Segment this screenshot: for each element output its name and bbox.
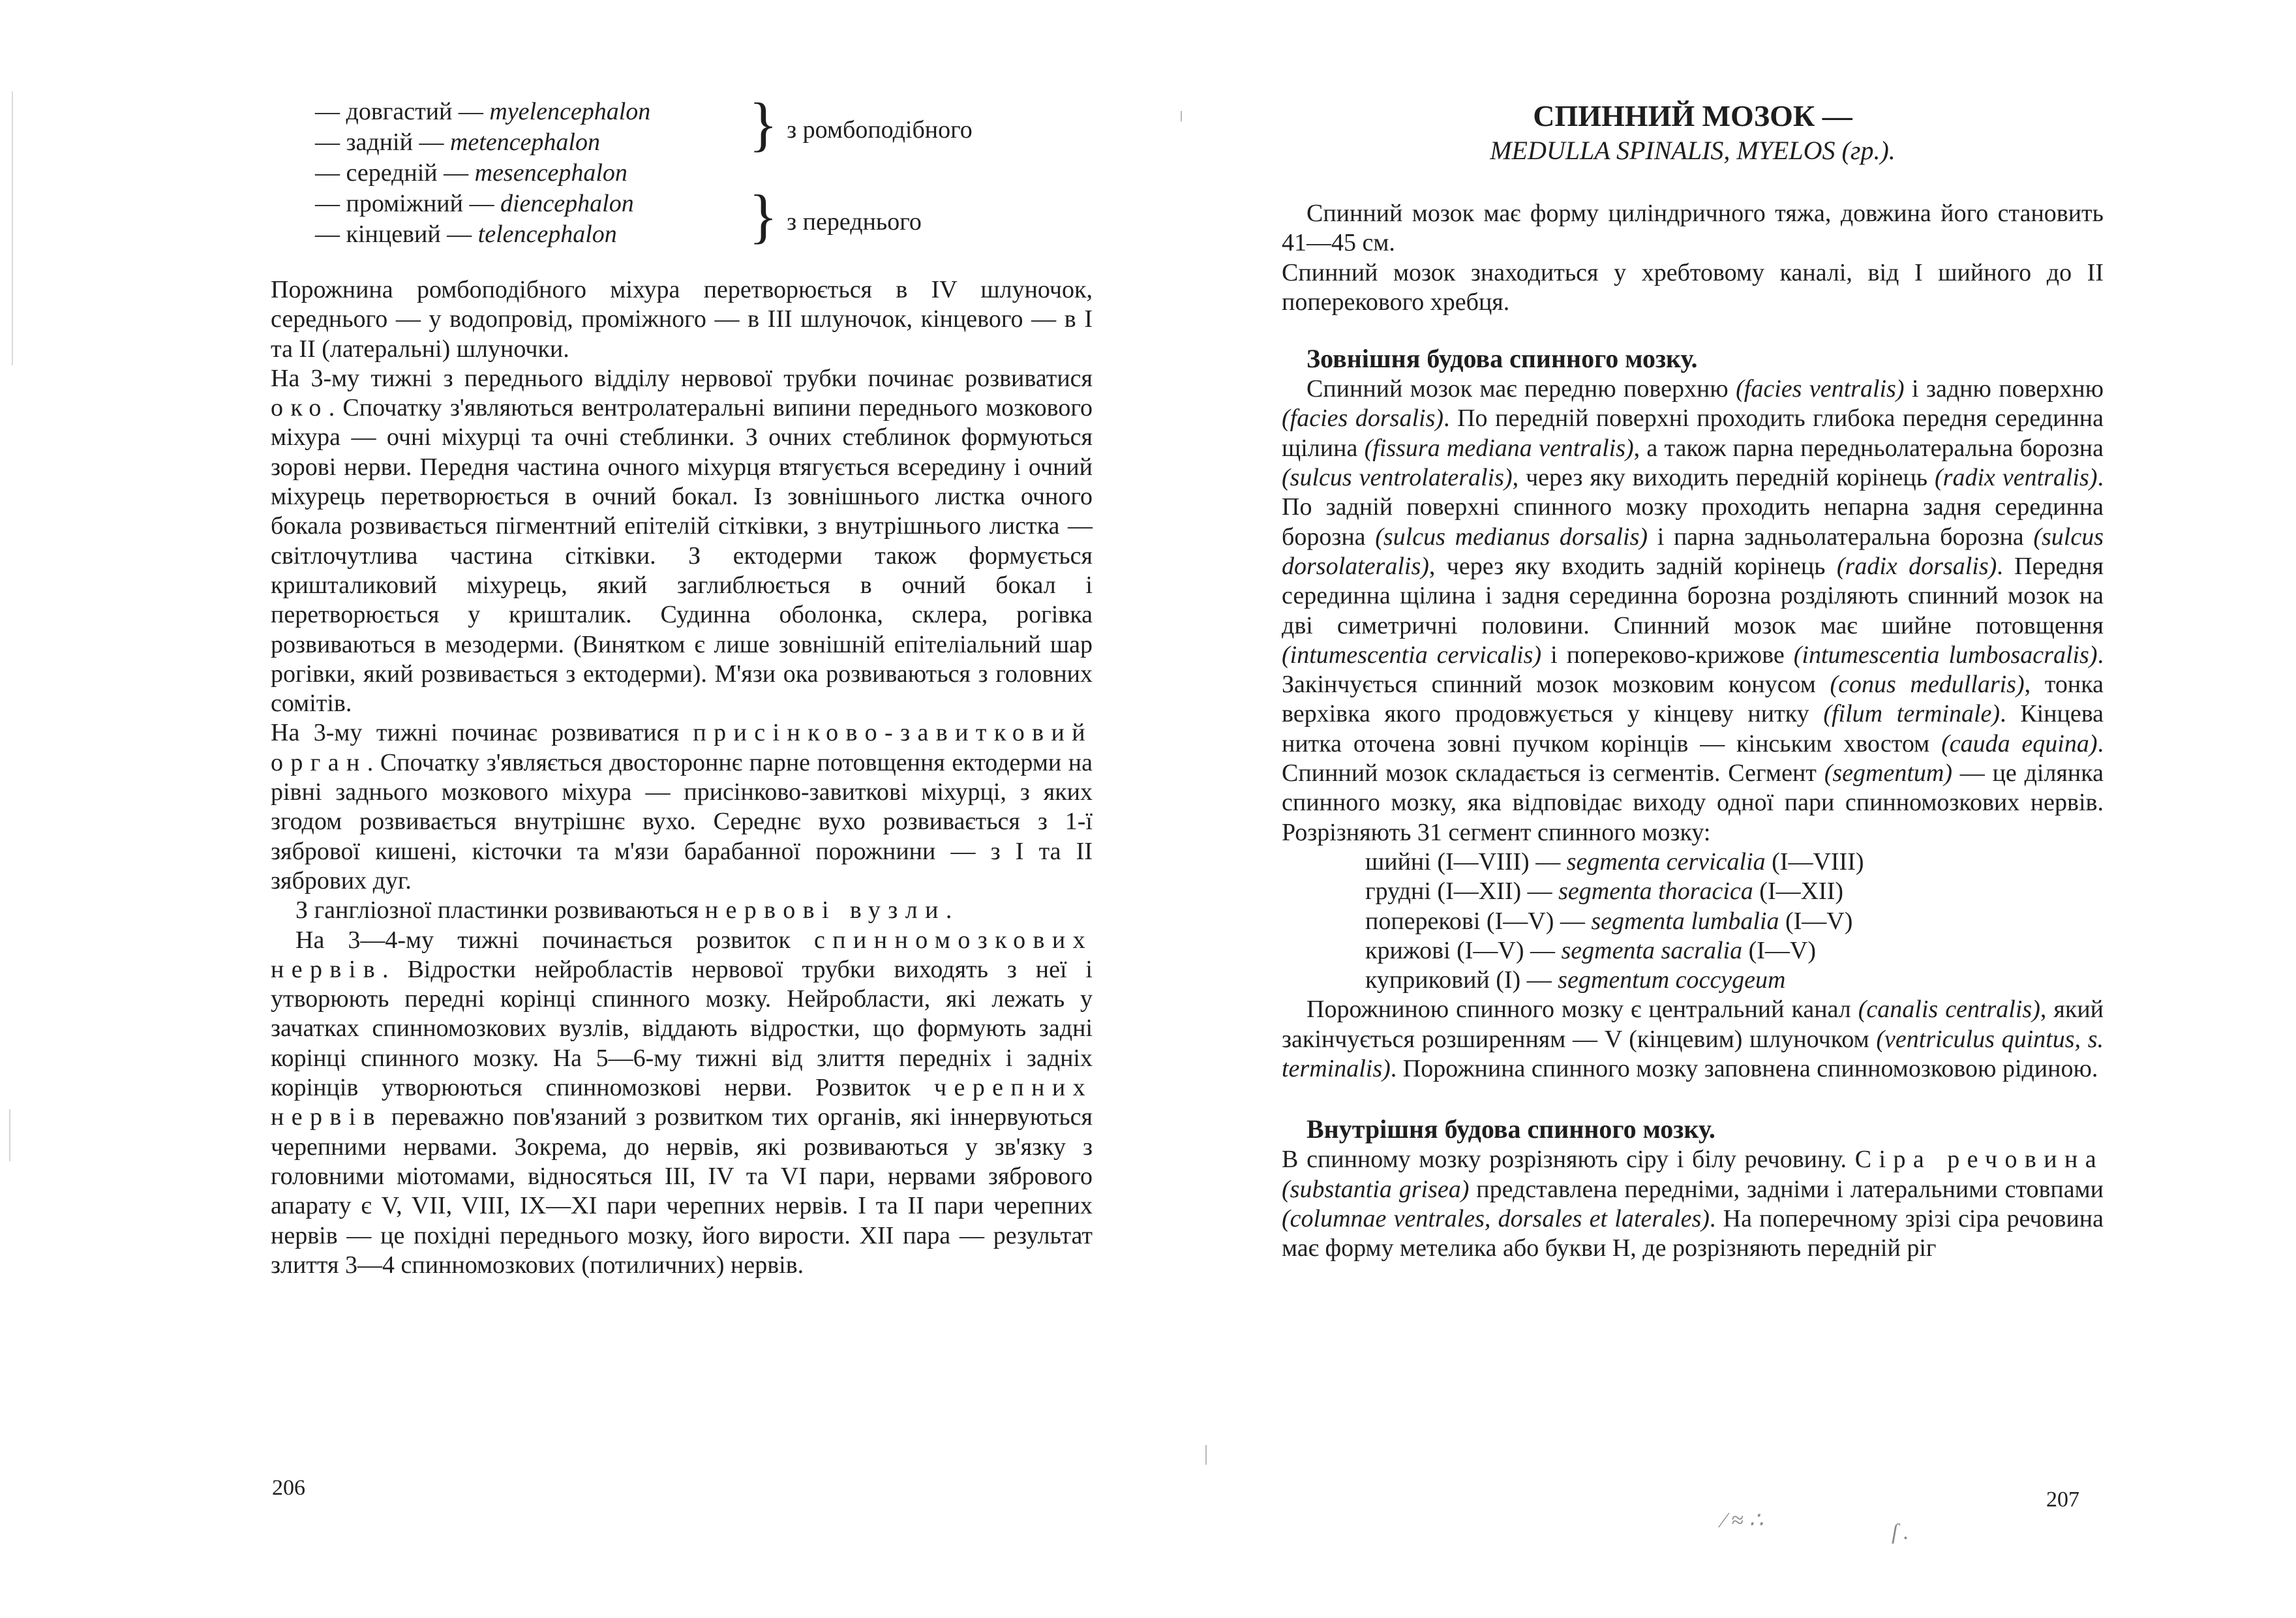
latin-term: (fissura mediana ventralis) bbox=[1364, 434, 1634, 462]
paragraph-shape: Спинний мозок має форму циліндричного тяжа, довжина його становить 41—45 см. bbox=[1282, 200, 2104, 257]
brain-part-latin: mesencephalon bbox=[474, 159, 627, 187]
paragraph-internal-structure bbox=[1282, 1145, 2104, 1263]
latin-term: (columnae ventrales, dorsales et laterales) bbox=[1282, 1204, 1710, 1232]
brace-glyph: } bbox=[749, 183, 778, 249]
spaced-term: присінково-завитковий орган bbox=[271, 719, 1093, 776]
segment-latin: segmenta cervicalia bbox=[1566, 847, 1766, 876]
text-run: . По задній поверхні спинного мозку проходить непарна задня серединна борозна bbox=[1282, 464, 2104, 551]
latin-term: (facies dorsalis) bbox=[1282, 404, 1444, 433]
text-run: . На поперечному зрізі сіра речовина має форму метелика або букви Н, де розрізняють передній ріг bbox=[1282, 1204, 2104, 1262]
text-run: переважно пов'язаний з розвитком тих органів, які іннервуються черепними нервами. Зокрема, до нервів, які розвиваються у зв'язку з головними міотомами, відносяться III, IV та VI пари, нервами зябрового апарату є V, VII, VIII, IX—XI пари черепних нервів. I та II пари черепних нервів — це похідні переднього мозку, його вирости. XII пара — результат злиття 3—4 спинномозкових (потиличних) нервів. bbox=[271, 1103, 1093, 1279]
latin-term: (intumescentia cervicalis) bbox=[1282, 641, 1542, 669]
brace-rhomb bbox=[749, 87, 973, 157]
brain-part-item bbox=[315, 189, 1098, 219]
latin-term: (sulcus dorsolateralis) bbox=[1282, 523, 2104, 580]
text-run: і попереково-крижове bbox=[1541, 641, 1794, 669]
text-run: На 3-му тижні з переднього відділу нервової трубки починає розвиватися bbox=[271, 364, 1093, 392]
latin-term: (filum terminale) bbox=[1823, 700, 2001, 728]
text-run: , через яку виходить передній корінець bbox=[1512, 464, 1935, 492]
segment-ua: куприковий (I) — bbox=[1365, 966, 1558, 994]
scan-smudge: ſ . bbox=[1892, 1520, 1909, 1544]
brain-part-latin: telencephalon bbox=[477, 221, 617, 248]
latin-term: (radix dorsalis) bbox=[1836, 552, 1997, 580]
brain-part-ua: — довгастий — bbox=[315, 98, 490, 125]
spaced-term: нервові вузли bbox=[704, 896, 946, 924]
brace-front bbox=[749, 179, 922, 249]
text-run: і парна задньолатеральна борозна bbox=[1648, 523, 2034, 551]
segment-item bbox=[1365, 966, 2104, 995]
paragraph-central-canal bbox=[1282, 995, 2104, 1084]
segment-latin: segmentum coccygeum bbox=[1558, 966, 1786, 994]
latin-term: (segmentum) bbox=[1824, 759, 1952, 787]
page-number-right: 207 bbox=[2046, 1488, 2079, 1512]
brain-part-item bbox=[315, 97, 1098, 127]
scan-edge-mark bbox=[9, 1109, 10, 1161]
paragraph-ganglia bbox=[271, 896, 1093, 925]
text-run: . Відростки нейробластів нервової трубки виходять з неї і утворюють передні корінці спинного мозку. Нейробласти, які лежать у зачатках спинномозкових вузлів, віддають відростки, що формують задні корінці спинного мозку. На 5—6-му тижні від злиття передніх і задніх корінців утворюються спинномозкові нерви. Розвиток bbox=[271, 955, 1093, 1102]
brain-part-item bbox=[315, 127, 1098, 158]
brain-parts-lines bbox=[315, 97, 1098, 250]
chapter-subtitle: MEDULLA SPINALIS, MYELOS (гр.). bbox=[1490, 136, 1896, 165]
latin-term: (sulcus medianus dorsalis) bbox=[1375, 523, 1648, 551]
text-run: представлена передніми, задніми і латеральними стовпами bbox=[1469, 1175, 2104, 1203]
text-run: . Передня серединна щілина і задня серединна борозна розділяють спинний мозок на дві симетричні половини. Спинний мозок має шийне потовщення bbox=[1282, 552, 2104, 639]
brace-front-label: з переднього bbox=[787, 208, 922, 236]
paragraph-eye bbox=[271, 364, 1093, 719]
scan-edge-mark bbox=[12, 91, 13, 365]
text-run: . Закінчується спинний мозок мозковим конусом bbox=[1282, 641, 2104, 699]
spaced-term: черепних нервів bbox=[271, 1074, 1093, 1131]
segment-ua: шийні (I—VIII) — bbox=[1365, 847, 1567, 876]
gutter-mark bbox=[1181, 111, 1182, 121]
text-run: . Кінцева нитка оточена зовні пучком корінців — кінським хвостом bbox=[1282, 700, 2104, 757]
segment-ua: грудні (I—XII) — bbox=[1365, 878, 1559, 906]
segment-item bbox=[1365, 907, 2104, 936]
latin-term: (cauda equina) bbox=[1941, 729, 2098, 757]
brace-glyph: } bbox=[749, 91, 778, 157]
spaced-term: спинномозкових нервів bbox=[271, 926, 1093, 983]
spaced-term: Сіра речовина bbox=[1854, 1146, 2104, 1174]
latin-term: (radix ventralis) bbox=[1935, 464, 2098, 492]
segment-latin: segmenta thoracica bbox=[1558, 878, 1753, 906]
brain-part-item bbox=[315, 219, 1098, 250]
text-run: На 3—4-му тижні починається розвиток bbox=[295, 926, 815, 954]
text-run: — це ділянка спинного мозку, яка відповідає виходу одної пари спинномозкових нервів. Розрізняють 31 сегмент спинного мозку: bbox=[1282, 759, 2104, 846]
brain-part-ua: — кінцевий — bbox=[315, 221, 478, 248]
segment-ua: поперекові (I—V) — bbox=[1365, 907, 1592, 935]
chapter-header bbox=[1282, 98, 2104, 167]
segment-range: (I—VIII) bbox=[1765, 847, 1864, 876]
text-run: . Спочатку з'являється двостороннє парне потовщення ектодерми на рівні заднього мозкового міхура — присінково-завиткові міхурці, з яких згодом розвивається внутрішнє вухо. Середнє вухо розвивається з 1-ї зябрової кишені, кісточки та м'язи барабанної порожнини — з I та II зябрових дуг. bbox=[271, 748, 1093, 894]
brain-part-latin: diencephalon bbox=[500, 190, 634, 217]
brain-parts-list bbox=[315, 91, 1098, 253]
brain-part-latin: metencephalon bbox=[449, 129, 600, 156]
text-run: На 3-му тижні починає розвиватися bbox=[271, 719, 693, 747]
segment-ua: крижові (I—V) — bbox=[1365, 936, 1562, 964]
segment-item bbox=[1365, 877, 2104, 906]
brain-part-latin: myelencephalon bbox=[489, 98, 651, 125]
paragraph-ventricles: Порожнина ромбоподібного міхура перетворюється в IV шлуночок, середнього — у водопровід, проміжного — в III шлуночок, кінцевого — в I та II (латеральні) шлуночки. bbox=[271, 276, 1093, 363]
text-run: . Спинний мозок складається із сегментів. Сегмент bbox=[1282, 729, 2104, 787]
spaced-term: око bbox=[271, 394, 329, 422]
text-run: В спинному мозку розрізняють сіру і білу речовину. bbox=[1282, 1146, 1855, 1174]
heading-external-structure: Зовнішня будова спинного мозку. bbox=[1307, 344, 1698, 374]
segments-list bbox=[1365, 847, 2104, 995]
segment-latin: segmenta lumbalia bbox=[1591, 907, 1779, 935]
paragraph-spinal-nerves bbox=[271, 926, 1093, 1281]
brace-rhomb-label: з ромбоподібного bbox=[787, 116, 973, 144]
heading-internal-structure: Внутрішня будова спинного мозку. bbox=[1307, 1114, 1715, 1144]
brain-part-item bbox=[315, 158, 1098, 189]
segment-item bbox=[1365, 936, 2104, 966]
latin-term: (substantia grisea) bbox=[1282, 1175, 1470, 1203]
left-text-body bbox=[271, 275, 1093, 1280]
segment-range: (I—V) bbox=[1779, 907, 1853, 935]
brain-part-ua: — середній — bbox=[315, 159, 475, 187]
text-run: . bbox=[945, 896, 952, 924]
text-run: , а також парна передньолатеральна борозна bbox=[1633, 434, 2104, 462]
latin-term: (conus medullaris) bbox=[1830, 671, 2025, 699]
latin-term: (intumescentia lumbosacralis) bbox=[1793, 641, 2098, 669]
text-run: , тонка верхівка якого продовжується у кінцеву нитку bbox=[1282, 671, 2104, 728]
text-run: З гангліозної пластинки розвиваються bbox=[295, 896, 705, 924]
text-run: . Порожнина спинного мозку заповнена спинномозковою рідиною. bbox=[1390, 1055, 2098, 1083]
right-text-body bbox=[1282, 199, 2104, 1264]
latin-term: (facies ventralis) bbox=[1736, 375, 1905, 403]
brain-part-ua: — проміжний — bbox=[315, 190, 500, 217]
latin-term: (ventriculus quintus, s. terminalis) bbox=[1282, 1025, 2104, 1083]
text-run: Порожниною спинного мозку є центральний канал bbox=[1307, 996, 1858, 1024]
page-number-left: 206 bbox=[272, 1476, 305, 1500]
latin-term: (sulcus ventrolateralis) bbox=[1282, 464, 1513, 492]
text-run: і задню поверхню bbox=[1904, 375, 2104, 403]
text-run: Спинний мозок має передню поверхню bbox=[1307, 375, 1736, 403]
paragraph-external-structure bbox=[1282, 374, 2104, 847]
latin-term: (canalis centralis) bbox=[1858, 996, 2040, 1024]
chapter-title: СПИННИЙ МОЗОК — bbox=[1533, 99, 1852, 132]
paragraph-ear bbox=[271, 718, 1093, 896]
gutter-mark bbox=[1205, 1445, 1207, 1465]
text-run: . Спочатку з'являються вентролатеральні випини переднього мозкового міхура — очні міхурці та очні стеблинки. З очних стеблинок формуються зорові нерви. Передня частина очного міхурця втягується всередину і очний міхурець перетворюється в очний бокал. Із зовнішнього листка очного бокала розвивається пігментний епітелій сітківки, з внутрішнього листка — світлочутлива частина сітківки. З ектодерми також формується кришталиковий міхурець, який заглиблюється в очний бокал і перетворюється у кришталик. Судинна оболонка, склера, рогівка розвиваються в мезодерми. (Винятком є лише зовнішній епітеліальний шар рогівки, який розвивається з ектодерми). М'язи ока розвиваються з головних сомітів. bbox=[271, 394, 1093, 718]
segment-range: (I—V) bbox=[1742, 936, 1816, 964]
segment-item bbox=[1365, 847, 2104, 877]
segment-latin: segmenta sacralia bbox=[1561, 936, 1743, 964]
brain-part-ua: — задній — bbox=[315, 129, 450, 156]
text-run: . По передній поверхні проходить глибока передня серединна щілина bbox=[1282, 404, 2104, 462]
segment-range: (I—XII) bbox=[1753, 878, 1844, 906]
paragraph-location: Спинний мозок знаходиться у хребтовому каналі, від I шийного до II поперекового хребця. bbox=[1282, 258, 2104, 316]
text-run: , який закінчується розширенням — V (кінцевим) шлуночком bbox=[1282, 996, 2104, 1053]
scan-smudge: ⁄ ≈ ∴ bbox=[1722, 1508, 1763, 1533]
text-run: , через яку входить задній корінець bbox=[1428, 552, 1837, 580]
